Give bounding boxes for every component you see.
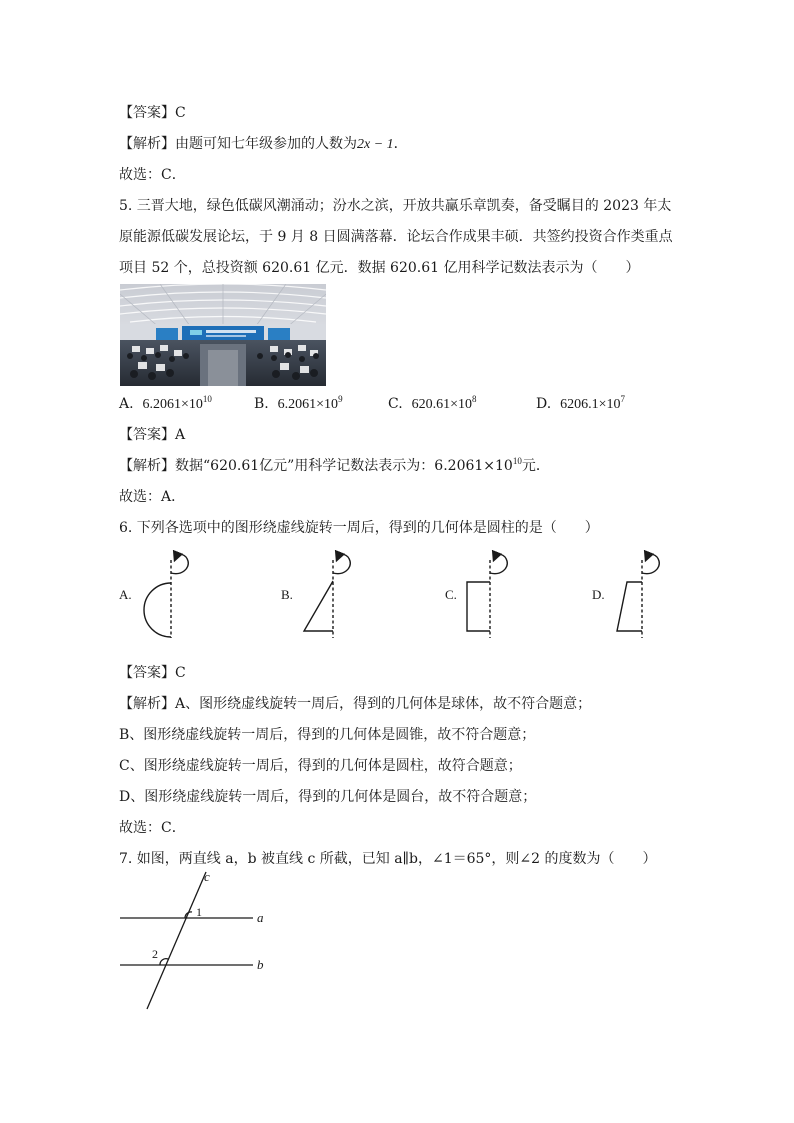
q7-label-a: a [257,910,264,925]
q5-stem-line-1: 5. 三晋大地，绿色低碳风潮涌动；汾水之滨，开放共赢乐章凯奏，备受瞩目的 2023 年太 [119,198,672,214]
q6-stem: 6. 下列各选项中的图形绕虚线旋转一周后，得到的几何体是圆柱的是（ ） [119,520,599,536]
q5-stem-line-3: 项目 52 个，总投资额 620.61 亿元．数据 620.61 亿用科学记数法表示为（ ） [119,260,640,276]
q5-option-d-value: 6206.1×10 [560,397,621,412]
q7-label-angle-2: 2 [152,947,158,961]
q7-label-c: c [204,869,210,884]
q5-option-c-exponent: 8 [471,394,477,404]
q6-option-c-label[interactable]: C. [445,587,457,602]
q6-option-b-label[interactable]: B. [281,587,293,602]
q6-analysis-line-4: D、图形绕虚线旋转一周后，得到的几何体是圆台，故不符合题意； [119,789,537,805]
q6-option-d-label[interactable]: D. [592,587,605,602]
q5-option-b-label: B. [254,396,269,412]
q6-answer: 【答案】C [119,665,186,681]
q6-figure-d-trapezoid [617,554,659,638]
q5-option-a-value: 6.2061×10 [142,397,203,412]
q5-stem-line-2: 原能源低碳发展论坛，于 9 月 8 日圆满落幕．论坛合作成果丰硕．共签约投资合作类重点 [119,229,673,245]
q7-label-angle-1: 1 [196,905,202,919]
q6-figure-b-triangle [304,554,350,638]
q5-option-a-label: A. [119,396,134,412]
q5-analysis-end: 元． [521,458,550,474]
q5-option-d-exponent: 7 [620,394,625,404]
q6-analysis-line-2: B、图形绕虚线旋转一周后，得到的几何体是圆锥，故不符合题意； [119,727,536,743]
line-c [147,872,206,1009]
q6-conclusion: 故选：C． [119,820,186,836]
q5-option-d-label: D. [536,396,552,412]
q5-option-c-value: 620.61×10 [411,397,472,412]
q4-analysis-text: 【解析】由题可知七年级参加的人数为 [119,136,357,152]
q7-parallel-lines-figure [120,872,253,1009]
q7-stem: 7. 如图，两直线 a，b 被直线 c 所截，已知 a∥b，∠1＝65°，则∠2 的度数为（ ） [119,851,657,867]
q4-answer: 【答案】C [119,105,186,121]
q5-answer: 【答案】A [119,427,186,443]
q7-label-b: b [257,957,264,972]
q5-conclusion: 故选：A． [119,489,186,505]
q5-option-b-value: 6.2061×10 [277,397,339,412]
q5-analysis-exponent: 10 [512,456,522,466]
q6-option-a-label[interactable]: A. [119,587,132,602]
q5-option-b-exponent: 9 [338,394,343,404]
q4-analysis-end: ． [393,136,408,152]
q6-figure-a-semicircle [144,554,188,638]
q5-option-c-label: C. [388,396,403,412]
q4-conclusion: 故选：C． [119,167,186,183]
q4-analysis-expr: 2x − 1 [357,137,394,152]
q6-figure-c-rectangle [467,554,507,638]
q5-analysis-text: 【解析】数据“620.61亿元”用科学记数法表示为：6.2061×10 [119,458,513,474]
q6-analysis-line-1: 【解析】A、图形绕虚线旋转一周后，得到的几何体是球体，故不符合题意； [119,696,592,712]
q5-option-a-exponent: 10 [202,394,212,404]
q6-analysis-line-3: C、图形绕虚线旋转一周后，得到的几何体是圆柱，故符合题意； [119,758,522,774]
